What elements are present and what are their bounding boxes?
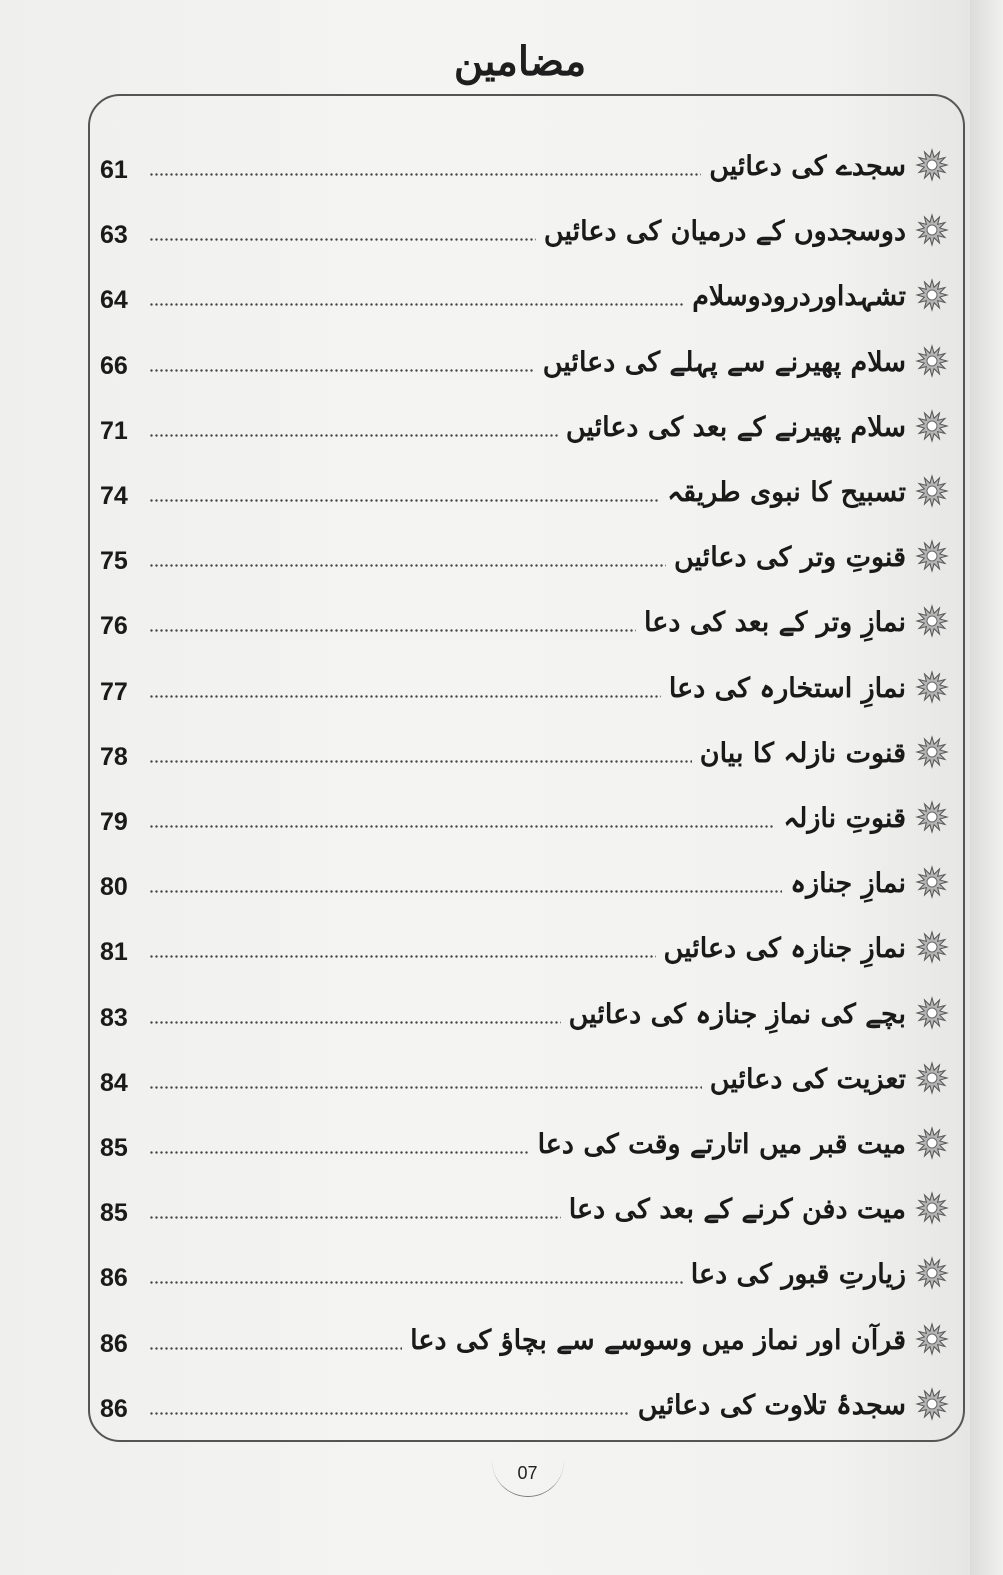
toc-page-number: 85 — [100, 1199, 128, 1228]
toc-entry-title: قنوتِ وتر کی دعائیں — [673, 542, 906, 574]
toc-entry-title: تشہداوردرودوسلام — [692, 281, 906, 313]
star-burst-icon — [914, 864, 950, 900]
toc-entry-title: میت دفن کرنے کے بعد کی دعا — [568, 1194, 906, 1226]
toc-page-number: 79 — [100, 808, 128, 836]
star-burst-icon — [914, 473, 950, 509]
toc-page-number: 80 — [100, 873, 128, 902]
star-burst-icon — [914, 212, 950, 248]
toc-row — [100, 200, 950, 250]
page-edge — [970, 0, 1003, 1575]
dot-leader — [149, 163, 701, 177]
toc-row — [100, 1374, 950, 1424]
star-burst-icon — [914, 603, 950, 639]
star-burst-icon — [914, 1321, 950, 1357]
toc-entry-title: تعزیت کی دعائیں — [709, 1063, 906, 1095]
dot-leader — [149, 619, 636, 633]
toc-row — [100, 983, 950, 1033]
star-burst-icon — [914, 277, 950, 313]
toc-entry-title: بچے کی نمازِ جنازہ کی دعائیں — [568, 998, 906, 1030]
star-burst-icon — [914, 343, 950, 379]
toc-row — [100, 265, 950, 315]
toc-row — [100, 396, 950, 446]
dot-leader — [149, 945, 656, 959]
page-number: 07 — [517, 1463, 538, 1483]
toc-row — [100, 852, 950, 902]
toc-page-number: 81 — [100, 938, 128, 967]
star-burst-icon — [914, 408, 950, 444]
toc-entry-title: سجدے کی دعائیں — [709, 151, 906, 182]
toc-row — [100, 787, 950, 837]
dot-leader — [149, 424, 558, 438]
toc-page-number: 83 — [100, 1003, 128, 1032]
dot-leader — [149, 293, 684, 307]
toc-entry-title: نمازِ استخارہ کی دعا — [668, 672, 906, 704]
toc-row — [100, 526, 950, 576]
star-burst-icon — [914, 995, 950, 1031]
star-burst-icon — [914, 929, 950, 965]
toc-entry-title: نمازِ جنازہ — [790, 868, 906, 900]
toc-entry-title: قرآن اور نماز میں وسوسے سے بچاؤ کی دعا — [410, 1324, 906, 1356]
dot-leader — [149, 1402, 630, 1416]
dot-leader — [149, 1337, 402, 1351]
toc-row — [100, 1178, 950, 1228]
star-burst-icon — [914, 669, 950, 705]
star-burst-icon — [914, 799, 950, 835]
toc-row — [100, 135, 950, 185]
dot-leader — [149, 750, 692, 764]
toc-page-number: 86 — [100, 1264, 128, 1293]
dot-leader — [149, 815, 775, 829]
toc-entry-title: سلام پھیرنے سے پہلے کی دعائیں — [542, 346, 906, 378]
toc-page-number: 66 — [100, 351, 128, 380]
dot-leader — [149, 1141, 530, 1155]
star-burst-icon — [914, 1190, 950, 1226]
star-burst-icon — [914, 1255, 950, 1291]
toc-row — [100, 917, 950, 967]
toc-page-number: 75 — [100, 547, 128, 576]
dot-leader — [149, 685, 661, 699]
dot-leader — [149, 1011, 561, 1025]
toc-page-number: 86 — [100, 1394, 128, 1423]
star-burst-icon — [914, 147, 950, 183]
star-burst-icon — [914, 1386, 950, 1422]
star-burst-icon — [914, 734, 950, 770]
toc-page-number: 78 — [100, 742, 128, 771]
toc-row — [100, 1113, 950, 1163]
dot-leader — [149, 1076, 702, 1090]
dot-leader — [149, 554, 666, 568]
toc-entry-title: قنوتِ نازلہ — [783, 803, 906, 834]
toc-entry-title: زیارتِ قبور کی دعا — [690, 1259, 906, 1291]
toc-entry-title: قنوت نازلہ کا بیان — [699, 737, 906, 769]
toc-page-number: 84 — [100, 1068, 128, 1097]
dot-leader — [149, 359, 535, 373]
toc-row — [100, 591, 950, 641]
dot-leader — [149, 228, 536, 242]
toc-entry-title: تسبیح کا نبوی طریقہ — [667, 477, 906, 508]
dot-leader — [149, 1206, 561, 1220]
star-burst-icon — [914, 1060, 950, 1096]
toc-entry-title: سجدۂ تلاوت کی دعائیں — [637, 1389, 906, 1421]
dot-leader — [149, 489, 659, 503]
toc-row — [100, 461, 950, 511]
page-title: مضامین — [453, 38, 587, 85]
toc-page-number: 61 — [100, 156, 128, 184]
toc-row — [100, 1243, 950, 1293]
toc-page-number: 76 — [100, 612, 128, 641]
toc-entry-title: نمازِ وتر کے بعد کی دعا — [644, 607, 906, 639]
toc-entry-title: سلام پھیرنے کے بعد کی دعائیں — [565, 411, 906, 443]
toc-page-number: 71 — [100, 416, 128, 445]
toc-page-number: 77 — [100, 677, 128, 706]
toc-page-number: 74 — [100, 482, 128, 510]
toc-row — [100, 331, 950, 381]
toc-page-number: 64 — [100, 286, 128, 315]
toc-row — [100, 657, 950, 707]
star-burst-icon — [914, 538, 950, 574]
toc-entry-title: دوسجدوں کے درمیان کی دعائیں — [543, 216, 906, 248]
toc-row — [100, 722, 950, 772]
star-burst-icon — [914, 1125, 950, 1161]
toc-entry-title: نمازِ جنازہ کی دعائیں — [663, 933, 906, 965]
toc-row — [100, 1048, 950, 1098]
toc-page-number: 86 — [100, 1329, 128, 1358]
dot-leader — [149, 1271, 683, 1285]
toc-page-number: 85 — [100, 1134, 128, 1162]
toc-entry-title: میت قبر میں اتارتے وقت کی دعا — [537, 1129, 906, 1160]
toc-row — [100, 1309, 950, 1359]
toc-page-number: 63 — [100, 221, 128, 250]
dot-leader — [149, 880, 782, 894]
